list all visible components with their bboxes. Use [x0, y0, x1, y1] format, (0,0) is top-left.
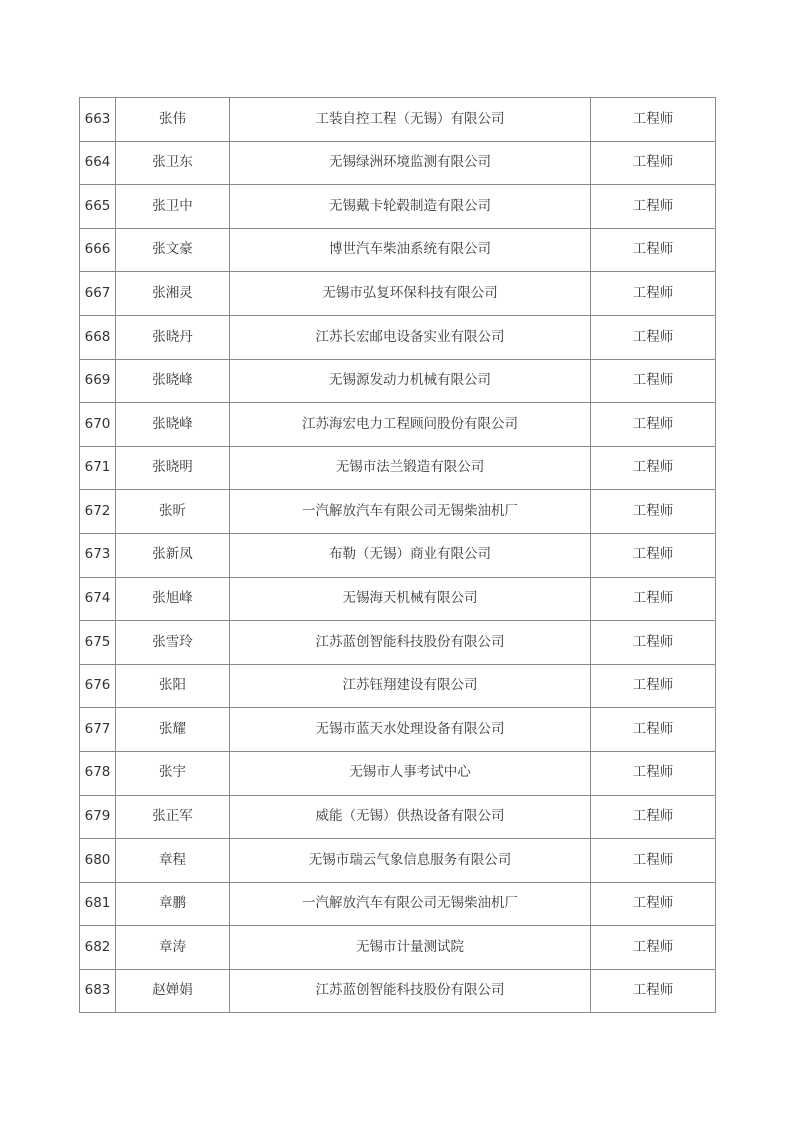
- professional-title-cell: 工程师: [591, 751, 716, 795]
- professional-title-cell: 工程师: [591, 141, 716, 185]
- row-number-cell: 672: [80, 490, 116, 534]
- professional-title-cell: 工程师: [591, 882, 716, 926]
- roster-table: [79, 97, 716, 1013]
- person-name-cell: 赵婵娟: [116, 969, 230, 1013]
- organization-cell: 无锡戴卡轮毂制造有限公司: [230, 185, 591, 229]
- professional-title-cell: 工程师: [591, 795, 716, 839]
- person-name-cell: 张新凤: [116, 533, 230, 577]
- table-row: [80, 403, 716, 447]
- professional-title-cell: 工程师: [591, 490, 716, 534]
- professional-title-cell: 工程师: [591, 272, 716, 316]
- roster-table-body: [80, 98, 716, 1013]
- professional-title-cell: 工程师: [591, 708, 716, 752]
- row-number-cell: 678: [80, 751, 116, 795]
- organization-cell: 威能（无锡）供热设备有限公司: [230, 795, 591, 839]
- table-row: [80, 98, 716, 142]
- person-name-cell: 张宇: [116, 751, 230, 795]
- table-row: [80, 882, 716, 926]
- person-name-cell: 张昕: [116, 490, 230, 534]
- person-name-cell: 张晓明: [116, 446, 230, 490]
- table-row: [80, 795, 716, 839]
- row-number-cell: 664: [80, 141, 116, 185]
- person-name-cell: 章鹏: [116, 882, 230, 926]
- table-row: [80, 359, 716, 403]
- person-name-cell: 张伟: [116, 98, 230, 142]
- organization-cell: 一汽解放汽车有限公司无锡柴油机厂: [230, 882, 591, 926]
- organization-cell: 江苏海宏电力工程顾问股份有限公司: [230, 403, 591, 447]
- row-number-cell: 666: [80, 228, 116, 272]
- organization-cell: 无锡市法兰锻造有限公司: [230, 446, 591, 490]
- professional-title-cell: 工程师: [591, 839, 716, 883]
- row-number-cell: 680: [80, 839, 116, 883]
- row-number-cell: 667: [80, 272, 116, 316]
- person-name-cell: 张正军: [116, 795, 230, 839]
- professional-title-cell: 工程师: [591, 446, 716, 490]
- row-number-cell: 682: [80, 926, 116, 970]
- table-row: [80, 533, 716, 577]
- row-number-cell: 673: [80, 533, 116, 577]
- row-number-cell: 681: [80, 882, 116, 926]
- person-name-cell: 张旭峰: [116, 577, 230, 621]
- organization-cell: 江苏长宏邮电设备实业有限公司: [230, 315, 591, 359]
- organization-cell: 江苏蓝创智能科技股份有限公司: [230, 969, 591, 1013]
- professional-title-cell: 工程师: [591, 315, 716, 359]
- table-row: [80, 315, 716, 359]
- organization-cell: 一汽解放汽车有限公司无锡柴油机厂: [230, 490, 591, 534]
- table-row: [80, 272, 716, 316]
- organization-cell: 无锡市蓝天水处理设备有限公司: [230, 708, 591, 752]
- organization-cell: 无锡市人事考试中心: [230, 751, 591, 795]
- person-name-cell: 张湘灵: [116, 272, 230, 316]
- professional-title-cell: 工程师: [591, 577, 716, 621]
- organization-cell: 无锡市计量测试院: [230, 926, 591, 970]
- row-number-cell: 670: [80, 403, 116, 447]
- row-number-cell: 677: [80, 708, 116, 752]
- person-name-cell: 张晓峰: [116, 359, 230, 403]
- professional-title-cell: 工程师: [591, 664, 716, 708]
- table-row: [80, 490, 716, 534]
- person-name-cell: 张耀: [116, 708, 230, 752]
- professional-title-cell: 工程师: [591, 403, 716, 447]
- professional-title-cell: 工程师: [591, 98, 716, 142]
- organization-cell: 无锡源发动力机械有限公司: [230, 359, 591, 403]
- row-number-cell: 675: [80, 621, 116, 665]
- person-name-cell: 张晓峰: [116, 403, 230, 447]
- organization-cell: 江苏钰翔建设有限公司: [230, 664, 591, 708]
- table-row: [80, 228, 716, 272]
- table-row: [80, 926, 716, 970]
- person-name-cell: 张晓丹: [116, 315, 230, 359]
- person-name-cell: 张文豪: [116, 228, 230, 272]
- row-number-cell: 683: [80, 969, 116, 1013]
- table-row: [80, 141, 716, 185]
- person-name-cell: 张雪玲: [116, 621, 230, 665]
- row-number-cell: 674: [80, 577, 116, 621]
- row-number-cell: 671: [80, 446, 116, 490]
- table-row: [80, 621, 716, 665]
- row-number-cell: 665: [80, 185, 116, 229]
- table-row: [80, 839, 716, 883]
- organization-cell: 无锡市瑞云气象信息服务有限公司: [230, 839, 591, 883]
- organization-cell: 布勒（无锡）商业有限公司: [230, 533, 591, 577]
- organization-cell: 博世汽车柴油系统有限公司: [230, 228, 591, 272]
- professional-title-cell: 工程师: [591, 359, 716, 403]
- table-row: [80, 185, 716, 229]
- professional-title-cell: 工程师: [591, 533, 716, 577]
- row-number-cell: 679: [80, 795, 116, 839]
- row-number-cell: 669: [80, 359, 116, 403]
- row-number-cell: 663: [80, 98, 116, 142]
- person-name-cell: 张卫中: [116, 185, 230, 229]
- table-row: [80, 751, 716, 795]
- person-name-cell: 张卫东: [116, 141, 230, 185]
- organization-cell: 江苏蓝创智能科技股份有限公司: [230, 621, 591, 665]
- organization-cell: 无锡绿洲环境监测有限公司: [230, 141, 591, 185]
- professional-title-cell: 工程师: [591, 969, 716, 1013]
- professional-title-cell: 工程师: [591, 926, 716, 970]
- table-row: [80, 664, 716, 708]
- professional-title-cell: 工程师: [591, 228, 716, 272]
- person-name-cell: 章程: [116, 839, 230, 883]
- professional-title-cell: 工程师: [591, 185, 716, 229]
- table-row: [80, 446, 716, 490]
- row-number-cell: 676: [80, 664, 116, 708]
- table-row: [80, 577, 716, 621]
- organization-cell: 工装自控工程（无锡）有限公司: [230, 98, 591, 142]
- table-row: [80, 708, 716, 752]
- organization-cell: 无锡市弘复环保科技有限公司: [230, 272, 591, 316]
- person-name-cell: 张阳: [116, 664, 230, 708]
- person-name-cell: 章涛: [116, 926, 230, 970]
- row-number-cell: 668: [80, 315, 116, 359]
- professional-title-cell: 工程师: [591, 621, 716, 665]
- table-row: [80, 969, 716, 1013]
- organization-cell: 无锡海天机械有限公司: [230, 577, 591, 621]
